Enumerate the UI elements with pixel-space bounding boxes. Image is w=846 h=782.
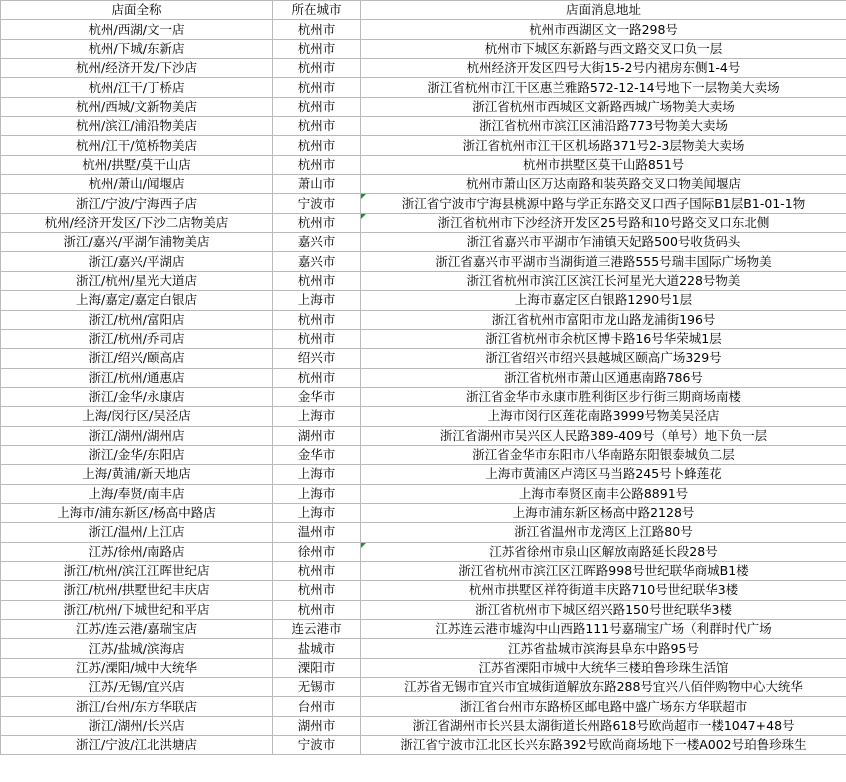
city-cell[interactable]: 台州市 <box>273 697 361 716</box>
store-name-cell[interactable]: 上海/黄浦/新天地店 <box>1 465 273 484</box>
address-cell[interactable] <box>361 445 846 464</box>
table-row <box>1 175 846 194</box>
address-cell[interactable] <box>361 716 846 735</box>
address-text: 浙江省宁波市宁海县桃源中路与学正东路交叉口西子国际B1层B1-01-1物 <box>401 195 806 211</box>
table-row <box>1 39 846 58</box>
address-text: 浙江省杭州市余杭区博卡路16号华荣城1层 <box>485 331 722 347</box>
address-text: 浙江省杭州市滨江区浦沿路773号物美大卖场 <box>479 118 728 134</box>
city-cell[interactable]: 湖州市 <box>273 426 361 445</box>
address-cell[interactable] <box>361 233 846 252</box>
address-cell[interactable] <box>361 368 846 387</box>
table-row <box>1 213 846 232</box>
store-name-cell[interactable]: 杭州/江干/丁桥店 <box>1 78 273 97</box>
address-cell[interactable] <box>361 349 846 368</box>
address-cell[interactable] <box>361 542 846 561</box>
table-row <box>1 658 846 677</box>
address-cell[interactable] <box>361 484 846 503</box>
table-row <box>1 97 846 116</box>
city-cell[interactable]: 嘉兴市 <box>273 233 361 252</box>
table-row <box>1 600 846 619</box>
table-row <box>1 445 846 464</box>
address-cell[interactable] <box>361 97 846 116</box>
store-name-cell[interactable]: 江苏/无锡/宜兴店 <box>1 678 273 697</box>
address-text: 浙江省嘉兴市平湖市乍浦镇天妃路500号收货码头 <box>466 234 741 250</box>
city-cell[interactable]: 嘉兴市 <box>273 252 361 271</box>
address-cell[interactable] <box>361 136 846 155</box>
address-cell[interactable] <box>361 561 846 580</box>
address-text: 浙江省杭州市江干区机场路371号2-3层物美大卖场 <box>462 137 745 153</box>
address-cell[interactable] <box>361 678 846 697</box>
address-cell[interactable] <box>361 310 846 329</box>
address-cell[interactable] <box>361 620 846 639</box>
address-text: 江苏省徐州市泉山区解放南路延长段28号 <box>489 543 718 559</box>
table-row <box>1 407 846 426</box>
store-name-cell[interactable]: 杭州/拱墅/莫干山店 <box>1 155 273 174</box>
address-text: 杭州市拱墅区祥符街道丰庆路710号世纪联华3楼 <box>468 582 739 598</box>
table-row <box>1 581 846 600</box>
address-text: 浙江省杭州市滨江区滨江长河星光大道228号物美 <box>466 272 741 288</box>
store-name-cell[interactable]: 江苏/连云港/嘉瑞宝店 <box>1 620 273 639</box>
city-cell[interactable]: 杭州市 <box>273 97 361 116</box>
table-row <box>1 310 846 329</box>
store-name-cell[interactable]: 浙江/杭州/滨江江晖世纪店 <box>1 561 273 580</box>
store-name-cell[interactable]: 浙江/杭州/富阳店 <box>1 310 273 329</box>
address-text: 浙江省杭州市江干区惠兰雅路572-12-14号地下一层物美大卖场 <box>427 79 780 95</box>
table-row <box>1 697 846 716</box>
address-text: 杭州市西湖区文一路298号 <box>529 21 678 37</box>
address-cell[interactable] <box>361 155 846 174</box>
table-row <box>1 426 846 445</box>
address-text: 上海市黄浦区卢湾区马当路245号卜蜂莲花 <box>485 466 722 482</box>
city-cell[interactable]: 萧山市 <box>273 175 361 194</box>
city-cell[interactable]: 杭州市 <box>273 310 361 329</box>
address-cell[interactable] <box>361 59 846 78</box>
address-text: 浙江省温州市龙湾区上江路80号 <box>514 524 693 540</box>
cell-error-marker <box>361 543 366 548</box>
address-cell[interactable] <box>361 658 846 677</box>
address-cell[interactable] <box>361 194 846 213</box>
store-name-cell[interactable]: 浙江/杭州/乔司店 <box>1 329 273 348</box>
table-row <box>1 387 846 406</box>
store-name-cell[interactable]: 浙江/温州/上江店 <box>1 523 273 542</box>
store-name-cell[interactable]: 浙江/杭州/下城世纪和平店 <box>1 600 273 619</box>
store-name-cell[interactable]: 浙江/湖州/长兴店 <box>1 716 273 735</box>
table-row <box>1 233 846 252</box>
table-row <box>1 678 846 697</box>
address-text: 浙江省杭州市富阳市龙山路龙浦街196号 <box>491 311 716 327</box>
table-row <box>1 542 846 561</box>
table-row <box>1 349 846 368</box>
address-text: 浙江省金华市东阳市八华南路东阳银泰城负二层 <box>472 447 735 463</box>
address-text: 浙江省杭州市西城区文新路西城广场物美大卖场 <box>472 98 735 114</box>
city-cell[interactable]: 宁波市 <box>273 736 361 755</box>
store-name-cell[interactable]: 杭州/经济开发/下沙店 <box>1 59 273 78</box>
table-row <box>1 117 846 136</box>
store-name-cell[interactable]: 浙江/金华/永康店 <box>1 387 273 406</box>
store-name-cell[interactable]: 浙江/杭州/通惠店 <box>1 368 273 387</box>
table-row <box>1 59 846 78</box>
table-row <box>1 20 846 39</box>
table-row <box>1 329 846 348</box>
table-row <box>1 194 846 213</box>
address-text: 浙江省金华市永康市胜利街区步行街三期商场南楼 <box>465 389 741 405</box>
address-text: 浙江省宁波市江北区长兴东路392号欧尚商场地下一楼A002号珀鲁珍珠生 <box>400 737 807 753</box>
city-cell[interactable]: 杭州市 <box>273 271 361 290</box>
table-row <box>1 484 846 503</box>
store-name-cell[interactable]: 浙江/台州/东方华联店 <box>1 697 273 716</box>
address-cell[interactable] <box>361 639 846 658</box>
address-cell[interactable] <box>361 523 846 542</box>
address-text: 杭州市拱墅区莫干山路851号 <box>522 156 685 172</box>
table-row <box>1 78 846 97</box>
store-name-cell[interactable]: 上海/闵行区/吴泾店 <box>1 407 273 426</box>
address-text: 江苏连云港市墟沟中山西路111号嘉瑞宝广场（利群时代广场 <box>435 621 772 637</box>
city-cell[interactable]: 杭州市 <box>273 155 361 174</box>
address-cell[interactable] <box>361 291 846 310</box>
store-name-cell[interactable]: 江苏/徐州/南路店 <box>1 542 273 561</box>
table-row <box>1 136 846 155</box>
store-name-cell[interactable]: 杭州/经济开发区/下沙二店物美店 <box>1 213 273 232</box>
city-cell[interactable]: 杭州市 <box>273 117 361 136</box>
table-row <box>1 252 846 271</box>
city-cell[interactable]: 徐州市 <box>273 542 361 561</box>
store-name-cell[interactable]: 杭州/江干/笕桥物美店 <box>1 136 273 155</box>
store-name-cell[interactable]: 上海/嘉定/嘉定白银店 <box>1 291 273 310</box>
city-cell[interactable]: 金华市 <box>273 387 361 406</box>
store-name-cell[interactable]: 上海市/浦东新区/杨高中路店 <box>1 503 273 522</box>
cell-error-marker <box>361 214 366 219</box>
city-cell[interactable]: 杭州市 <box>273 561 361 580</box>
address-cell[interactable] <box>361 175 846 194</box>
address-cell[interactable] <box>361 387 846 406</box>
table-row <box>1 716 846 735</box>
address-cell[interactable] <box>361 39 846 58</box>
address-text: 杭州市萧山区万达南路和装英路交叉口物美闻堰店 <box>465 176 741 192</box>
address-text: 上海市奉贤区南丰公路8891号 <box>518 485 689 501</box>
city-cell[interactable]: 杭州市 <box>273 39 361 58</box>
address-text: 上海市嘉定区白银路1290号1层 <box>514 292 693 308</box>
address-cell[interactable] <box>361 503 846 522</box>
table-row <box>1 368 846 387</box>
address-cell[interactable] <box>361 117 846 136</box>
address-cell[interactable] <box>361 271 846 290</box>
city-cell[interactable]: 杭州市 <box>273 329 361 348</box>
address-cell[interactable] <box>361 329 846 348</box>
store-name-cell[interactable]: 杭州/滨江/浦沿物美店 <box>1 117 273 136</box>
city-cell[interactable]: 盐城市 <box>273 639 361 658</box>
address-cell[interactable] <box>361 600 846 619</box>
city-cell[interactable]: 温州市 <box>273 523 361 542</box>
store-name-cell[interactable]: 江苏/盐城/滨海店 <box>1 639 273 658</box>
city-cell[interactable]: 杭州市 <box>273 20 361 39</box>
table-row <box>1 291 846 310</box>
city-cell[interactable]: 绍兴市 <box>273 349 361 368</box>
header-city[interactable]: 所在城市 <box>273 1 361 20</box>
table-row <box>1 561 846 580</box>
address-cell[interactable] <box>361 78 846 97</box>
store-name-cell[interactable]: 浙江/金华/东阳店 <box>1 445 273 464</box>
address-cell[interactable] <box>361 252 846 271</box>
address-text: 上海市闵行区莲花南路3999号物美吴泾店 <box>487 408 720 424</box>
city-cell[interactable]: 上海市 <box>273 291 361 310</box>
store-name-cell[interactable]: 杭州/西城/文新物美店 <box>1 97 273 116</box>
cell-error-marker <box>361 194 366 199</box>
city-cell[interactable]: 上海市 <box>273 503 361 522</box>
address-cell[interactable] <box>361 426 846 445</box>
address-cell[interactable] <box>361 407 846 426</box>
store-name-cell[interactable]: 浙江/杭州/拱墅世纪丰庆店 <box>1 581 273 600</box>
address-cell[interactable] <box>361 581 846 600</box>
address-cell[interactable] <box>361 465 846 484</box>
city-cell[interactable]: 上海市 <box>273 484 361 503</box>
city-cell[interactable]: 湖州市 <box>273 716 361 735</box>
table-row <box>1 503 846 522</box>
city-cell[interactable]: 金华市 <box>273 445 361 464</box>
table-row <box>1 736 846 755</box>
address-text: 浙江省杭州市萧山区通惠南路786号 <box>504 369 703 385</box>
address-text: 浙江省湖州市长兴县太湖街道长州路618号欧尚超市一楼1047+48号 <box>412 717 795 733</box>
city-cell[interactable]: 无锡市 <box>273 678 361 697</box>
store-name-cell[interactable]: 浙江/嘉兴/平湖乍浦物美店 <box>1 233 273 252</box>
city-cell[interactable]: 上海市 <box>273 465 361 484</box>
address-text: 浙江省台州市东路桥区邮电路中盛广场东方华联超市 <box>459 698 748 714</box>
address-text: 浙江省绍兴市绍兴县越城区颐高广场329号 <box>485 350 722 366</box>
city-cell[interactable]: 上海市 <box>273 407 361 426</box>
table-row <box>1 523 846 542</box>
table-row <box>1 639 846 658</box>
address-cell[interactable] <box>361 213 846 232</box>
city-cell[interactable]: 宁波市 <box>273 194 361 213</box>
store-name-cell[interactable]: 浙江/杭州/星光大道店 <box>1 271 273 290</box>
address-cell[interactable] <box>361 697 846 716</box>
table-row <box>1 155 846 174</box>
address-cell[interactable] <box>361 736 846 755</box>
store-name-cell[interactable]: 上海/奉贤/南丰店 <box>1 484 273 503</box>
city-cell[interactable]: 杭州市 <box>273 78 361 97</box>
address-text: 上海市浦东新区杨高中路2128号 <box>512 505 695 521</box>
table-row <box>1 271 846 290</box>
city-cell[interactable]: 杭州市 <box>273 368 361 387</box>
store-name-cell[interactable]: 浙江/绍兴/颐高店 <box>1 349 273 368</box>
address-text: 浙江省嘉兴市平湖市当湖街道三港路555号瑞丰国际广场物美 <box>435 253 772 269</box>
store-name-cell[interactable]: 杭州/西湖/文一店 <box>1 20 273 39</box>
address-text: 江苏省无锡市宜兴市宜城街道解放东路288号宜兴八佰伴购物中心大统华 <box>404 679 803 695</box>
header-store-name[interactable]: 店面全称 <box>1 1 273 20</box>
table-row <box>1 465 846 484</box>
address-text: 杭州经济开发区四号大街15-2号内裙房东侧1-4号 <box>466 60 741 76</box>
store-name-cell[interactable]: 杭州/萧山/闻堰店 <box>1 175 273 194</box>
city-cell[interactable]: 杭州市 <box>273 600 361 619</box>
address-text: 江苏省盐城市滨海县阜东中路95号 <box>508 640 699 656</box>
address-text: 浙江省杭州市下城区绍兴路150号世纪联华3楼 <box>475 601 732 617</box>
header-address[interactable]: 店面消息地址 <box>361 1 846 20</box>
header-row <box>1 1 846 20</box>
city-cell[interactable]: 杭州市 <box>273 581 361 600</box>
address-text: 杭州市下城区东新路与西文路交叉口负一层 <box>484 40 723 56</box>
city-cell[interactable]: 连云港市 <box>273 620 361 639</box>
city-cell[interactable]: 杭州市 <box>273 136 361 155</box>
store-name-cell[interactable]: 浙江/湖州/湖州店 <box>1 426 273 445</box>
store-name-cell[interactable]: 浙江/宁波/宁海西子店 <box>1 194 273 213</box>
city-cell[interactable]: 溧阳市 <box>273 658 361 677</box>
address-text: 江苏省溧阳市城中大统华三楼珀鲁珍珠生活馆 <box>478 659 729 675</box>
store-name-cell[interactable]: 浙江/嘉兴/平湖店 <box>1 252 273 271</box>
address-text: 浙江省杭州市滨江区江晖路998号世纪联华商城B1楼 <box>458 563 749 579</box>
store-name-cell[interactable]: 浙江/宁波/江北洪塘店 <box>1 736 273 755</box>
address-text: 浙江省湖州市吴兴区人民路389-409号（单号）地下负一层 <box>439 427 768 443</box>
table-row <box>1 620 846 639</box>
store-name-cell[interactable]: 江苏/溧阳/城中大统华 <box>1 658 273 677</box>
address-cell[interactable] <box>361 20 846 39</box>
city-cell[interactable]: 杭州市 <box>273 59 361 78</box>
address-text: 浙江省杭州市下沙经济开发区25号路和10号路交叉口东北侧 <box>437 214 770 230</box>
city-cell[interactable]: 杭州市 <box>273 213 361 232</box>
store-name-cell[interactable]: 杭州/下城/东新店 <box>1 39 273 58</box>
